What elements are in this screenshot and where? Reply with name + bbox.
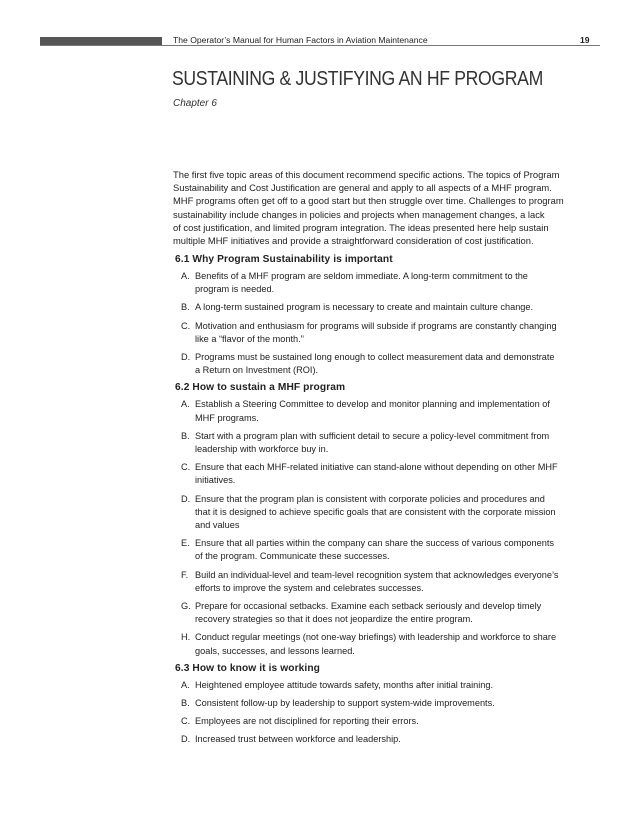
header-rule [40,45,600,46]
list-item-text [195,715,575,728]
section-item-list [175,270,575,377]
list-item-letter: A. [181,271,190,281]
list-item [175,569,575,595]
list-item-line: of the program. Communicate these successes. [195,551,390,562]
list-item-text [195,351,575,377]
list-item-letter: D. [181,352,191,363]
section-heading: 6.2 How to sustain a MHF program [175,382,346,394]
intro-line: of cost justification, and limited program integration. The ideas presented here help sustain [173,221,549,233]
list-item-text [195,320,575,346]
list-item-line: Employees are not disciplined for reporting their errors. [195,716,419,727]
list-item [175,679,575,692]
list-item-line: goals, successes, and lessons learned. [195,645,355,656]
list-item [175,351,575,377]
list-item-line: Build an individual-level and team-level recognition system that acknowledges everyone’s [195,569,559,580]
list-item-line: efforts to improve the system and celebrates successes. [195,582,424,593]
section-3 [175,663,575,747]
intro-line: The first five topic areas of this document recommend specific actions. The topics of Program [173,169,560,180]
list-item [175,270,575,296]
list-item [175,320,575,346]
list-item-letter: C. [181,716,191,727]
section-item-list [175,398,575,657]
list-item-line: Ensure that the program plan is consistent with corporate policies and procedures and [195,493,545,504]
list-item-letter: B. [181,698,190,709]
list-item-text [195,301,575,314]
list-item-letter: D. [181,734,191,745]
list-item-line: leadership with workforce buy in. [195,444,329,455]
section-2 [175,382,575,657]
list-item-letter: C. [181,320,191,331]
intro-line: Sustainability and Cost Justification are general and apply to all aspects of a MHF program. [173,182,552,194]
intro-line: sustainability include changes in policies and projects when management changes, a lack [173,208,545,220]
list-item [175,631,575,657]
list-item [175,697,575,710]
list-item-line: MHF programs. [195,412,259,423]
section-item-list [175,679,575,747]
list-item-line: Ensure that all parties within the company can share the success of various components [195,538,555,549]
list-item-text [195,270,575,296]
list-item-line: Increased trust between workforce and leadership. [195,734,401,745]
list-item-letter: H. [181,632,191,643]
list-item-text [195,398,575,424]
list-item-line: A long-term sustained program is necessary to create and maintain culture change. [195,302,534,313]
list-item-line: Programs must be sustained long enough to collect measurement data and demonstrate [195,352,555,363]
list-item-line: like a “flavor of the month.” [195,333,304,344]
list-item-line: Benefits of a MHF program are seldom immediate. A long-term commitment to the [195,271,528,281]
section-heading: 6.3 How to know it is working [175,662,320,674]
running-header-title: The Operator’s Manual for Human Factors in Aviation Maintenance [173,35,428,45]
list-item-text [195,537,575,563]
list-item-line: Consistent follow-up by leadership to support system-wide improvements. [195,698,495,709]
section-heading: 6.1 Why Program Sustainability is important [175,254,393,265]
list-item-text [195,569,575,595]
list-item [175,600,575,626]
list-item-line: initiatives. [195,475,236,486]
list-item-text [195,600,575,626]
chapter-title: SUSTAINING & JUSTIFYING AN HF PROGRAM [172,67,543,90]
list-item [175,461,575,487]
list-item-letter: G. [181,601,191,612]
list-item-line: Prepare for occasional setbacks. Examine each setback seriously and develop timely [195,601,542,612]
list-item-line: Establish a Steering Committee to develop and monitor planning and implementation of [195,399,550,410]
chapter-subtitle: Chapter 6 [173,98,217,109]
list-item [175,715,575,728]
list-item-line: Conduct regular meetings (not one-way briefings) with leadership and workforce to share [195,632,557,643]
list-item-text [195,697,575,710]
list-item-letter: B. [181,430,190,441]
list-item-text [195,461,575,487]
list-item-letter: F. [181,569,189,580]
page-number: 19 [580,35,590,45]
list-item-text [195,631,575,657]
list-item-letter: B. [181,302,190,313]
list-item-letter: E. [181,538,190,549]
list-item-line: Heightened employee attitude towards safety, months after initial training. [195,679,494,690]
list-item-line: recovery strategies so that it does not jeopardize the entire program. [195,614,473,625]
list-item-line: and values [195,520,240,531]
list-item-line: Ensure that each MHF-related initiative can stand-alone without depending on other MHF [195,462,558,473]
list-item [175,733,575,746]
list-item-line: Start with a program plan with sufficient detail to secure a policy-level commitment from [195,430,550,441]
list-item [175,398,575,424]
list-item-line: a Return on Investment (ROI). [195,365,319,376]
list-item-text [195,679,575,692]
list-item-line: Motivation and enthusiasm for programs will subside if programs are constantly changing [195,320,557,331]
list-item [175,493,575,533]
list-item-line: program is needed. [195,284,275,295]
list-item [175,430,575,456]
intro-line: MHF programs often get off to a good start but then struggle over time. Challenges to program [173,195,564,207]
list-item-letter: C. [181,462,191,473]
intro-paragraph [173,168,573,247]
list-item [175,301,575,314]
intro-line: multiple MHF initiatives and provide a straightforward consideration of cost justification. [173,235,534,247]
list-item-letter: D. [181,493,191,504]
sections-container [175,254,575,752]
list-item-text [195,733,575,746]
list-item [175,537,575,563]
list-item-text [195,493,575,533]
list-item-letter: A. [181,399,190,410]
list-item-letter: A. [181,679,190,690]
list-item-line: that it is designed to achieve specific goals that are consistent with the corporate mission [195,506,556,517]
list-item-text [195,430,575,456]
section-1 [175,254,575,377]
